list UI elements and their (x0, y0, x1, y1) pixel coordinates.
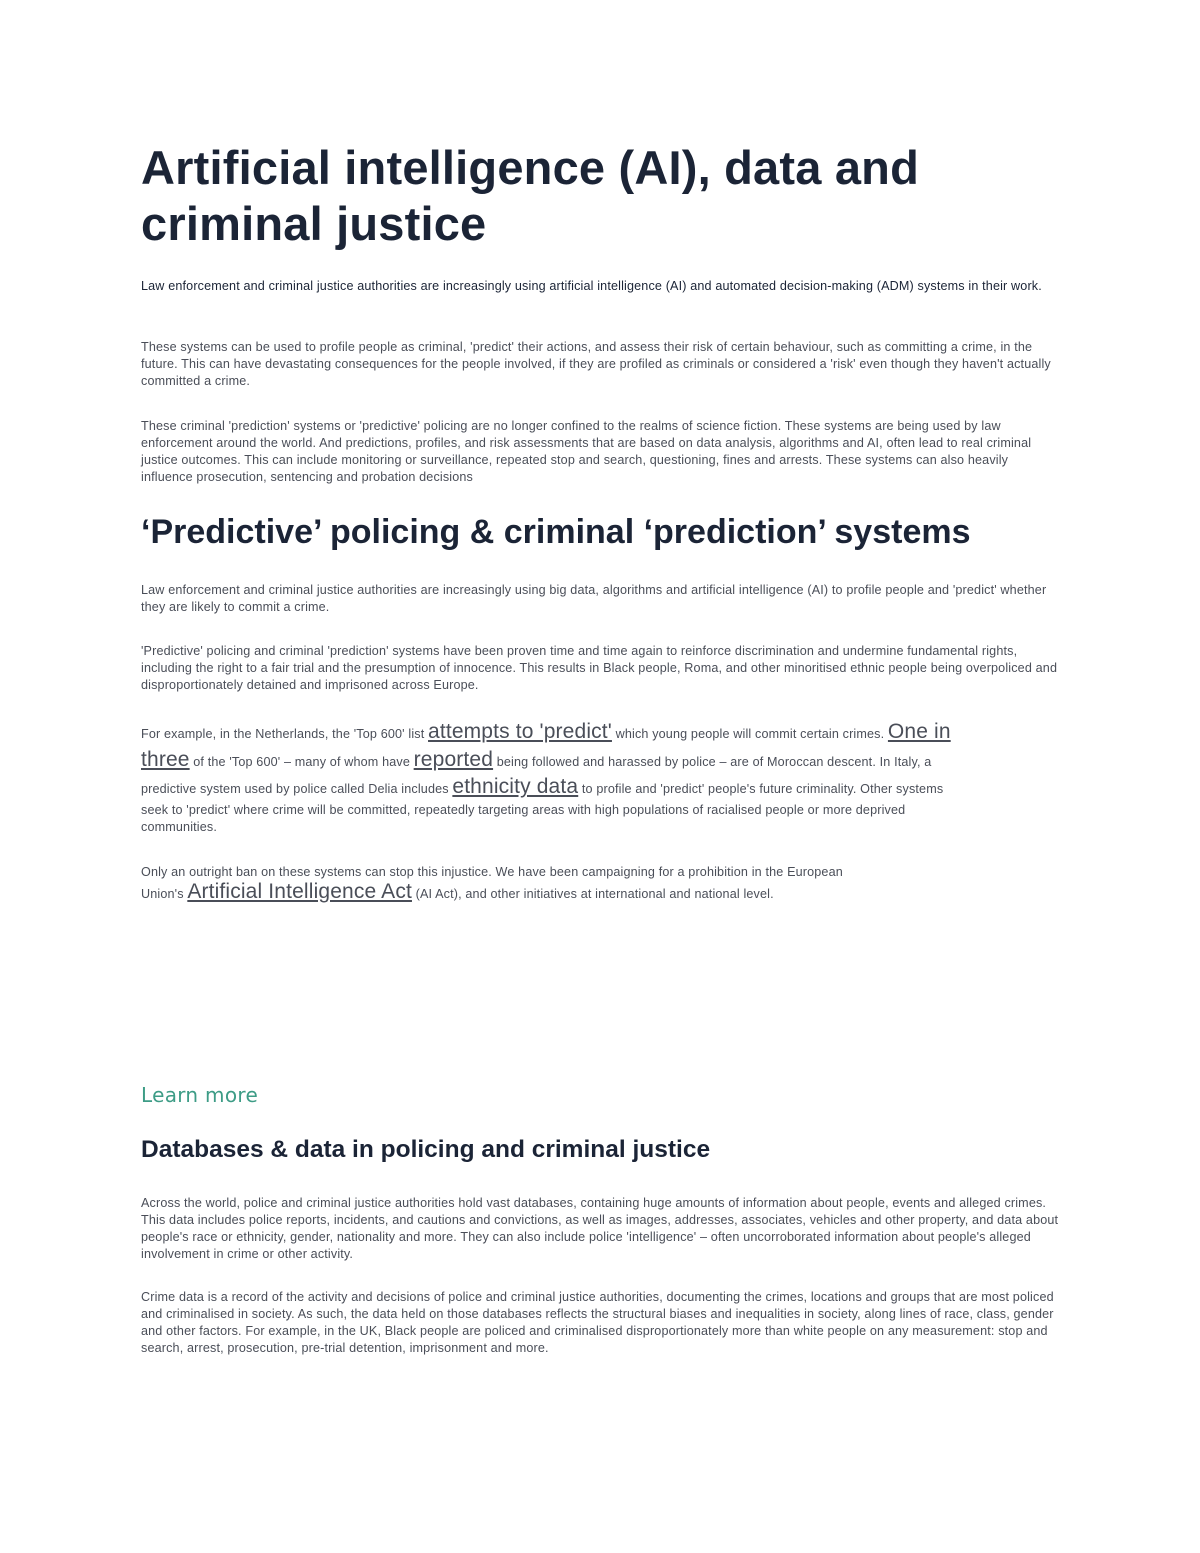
intro-paragraph-3: These criminal 'prediction' systems or 'predictive' policing are no longer confined to the realms of science fiction. These systems are being used by law enforcement around the world. And predictions, profiles, and risk assessments that are based on data analysis, algorithms and AI, often lead to real criminal justice outcomes. This can include monitoring or surveillance, repeated stop and search, questioning, fines and arrests. These systems can also heavily influence prosecution, sentencing and probation decisions (141, 419, 1032, 484)
paragraph-line (141, 776, 1059, 802)
section2-paragraph-2: Crime data is a record of the activity and decisions of police and criminal justice authorities, documenting the crimes, locations and groups that are most policed and criminalised in society. As such, the data held on those databases reflects the structural biases and inequalities in society, along lines of race, class, gender and other factors. For example, in the UK, Black people are policed and criminalised disproportionately more than white people on any measurement: stop and search, arrest, prosecution, pre-trial detention, imprisonment and more. (141, 1290, 1054, 1355)
section2-paragraph-1: Across the world, police and criminal justice authorities hold vast databases, containing huge amounts of information about people, events and alleged crimes. This data includes police reports, incidents, and cautions and convictions, as well as images, addresses, associates, vehicles and other property, and data about people's race or ethnicity, gender, nationality and more. They can also include police 'intelligence' – often uncorroborated information about people's alleged involvement in crime or other activity. (141, 1196, 1059, 1261)
link-reported[interactable]: reported (413, 748, 494, 771)
section1-paragraph-2: 'Predictive' policing and criminal 'prediction' systems have been proven time and time again to reinforce discrimination and undermine fundamental rights, including the right to a fair trial and the presumption of innocence. This results in Black people, Roma, and other minoritised ethnic people being overpoliced and disproportionately detained and imprisoned across Europe. (141, 644, 1058, 692)
text-span: Union's (141, 887, 188, 901)
intro-paragraph-1: Law enforcement and criminal justice authorities are increasingly using artificial intelligence (AI) and automated decision-making (ADM) systems in their work. (141, 279, 1042, 293)
section1-paragraph-4 (141, 864, 1059, 907)
text-span: Only an outright ban on these systems can stop this injustice. We have been campaigning for a prohibition in the European (141, 865, 843, 879)
text-span: to profile and 'predict' people's future criminality. Other systems (578, 782, 944, 796)
link-one-in-three[interactable]: One in (887, 720, 951, 743)
text-span: For example, in the Netherlands, the 'Top 600' list (141, 727, 429, 741)
paragraph-line (141, 881, 1059, 907)
link-artificial-intelligence-act[interactable]: Artificial Intelligence Act (187, 880, 412, 903)
text-span: communities. (141, 820, 217, 834)
paragraph-line (141, 748, 1059, 776)
text-span: of the 'Top 600' – many of whom have (189, 755, 414, 769)
text-span: being followed and harassed by police – are of Moroccan descent. In Italy, a (493, 755, 932, 769)
paragraph-line (141, 864, 1059, 881)
page-title: Artificial intelligence (AI), data and criminal justice (141, 141, 920, 250)
text-span: predictive system used by police called Delia includes (141, 782, 453, 796)
paragraph-line (141, 819, 1059, 836)
section1-paragraph-3 (141, 720, 1059, 836)
learn-more-link[interactable]: Learn more (141, 1083, 259, 1107)
section-heading-databases: Databases & data in policing and criminal justice (141, 1136, 711, 1163)
link-ethnicity-data[interactable]: ethnicity data (452, 775, 579, 798)
text-span: (AI Act), and other initiatives at international and national level. (411, 887, 774, 901)
paragraph-line (141, 802, 1059, 819)
paragraph-line (141, 720, 1059, 748)
link-one-in-three-continued[interactable]: three (141, 748, 190, 771)
intro-paragraph-2: These systems can be used to profile people as criminal, 'predict' their actions, and assess their risk of certain behaviour, such as committing a crime, in the future. This can have devastating consequences for the people involved, if they are profiled as criminals or considered a 'risk' even though they haven't actually committed a crime. (141, 340, 1051, 388)
section1-paragraph-1: Law enforcement and criminal justice authorities are increasingly using big data, algorithms and artificial intelligence (AI) to profile people and 'predict' whether they are likely to commit a crime. (141, 583, 1047, 614)
text-span: which young people will commit certain crimes. (611, 727, 888, 741)
section-heading-predictive-policing: ‘Predictive’ policing & criminal ‘prediction’ systems (141, 513, 971, 551)
link-attempts-to-predict[interactable]: attempts to 'predict' (428, 720, 612, 743)
text-span: seek to 'predict' where crime will be committed, repeatedly targeting areas with high populations of racialised people or more deprived (141, 803, 906, 817)
